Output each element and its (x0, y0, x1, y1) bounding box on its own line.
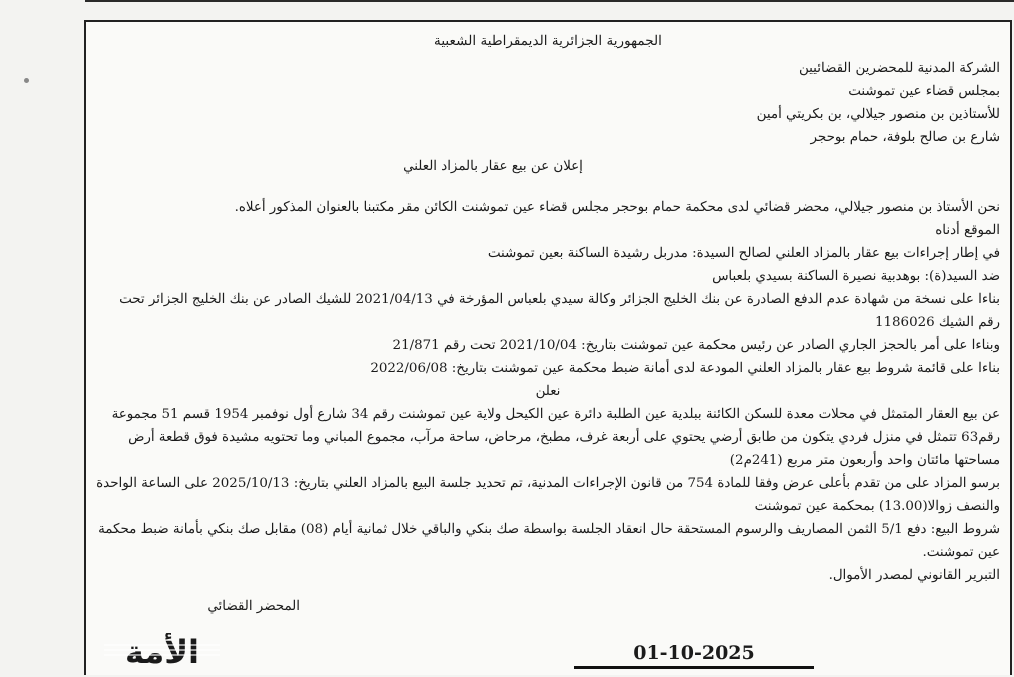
office-address: شارع بن صالح بلوفة، حمام بوحجر (810, 130, 1000, 145)
auction-details: برسو المزاد على من تقدم بأعلى عرض وفقا للمادة 754 من قانون الإجراءات المدنية، تم تحديد جلسة البيع بالمزاد العلني بتاريخ: 2025/10/13 على الساعة الواحدة والنصف زوالا(13.00) بمحكمة عين تموشنت (96, 476, 1000, 514)
against-line: ضد السيد(ة): بوهدبية نصيرة الساكنة بسيدي بلعباس (712, 269, 1000, 284)
top-rule (85, 0, 1014, 2)
signed-below: الموقع أدناه (935, 223, 1000, 238)
court-name: بمجلس قضاء عين تموشنت (848, 84, 1000, 99)
based-on-certificate: بناءا على نسخة من شهادة عدم الدفع الصادرة عن بنك الخليج الجزائر وكالة سيدي بلعباس المؤرخة في 2021/04/13 للشيك الصادر عن بنك الخليج الجزائر تحت رقم الشيك 1186026 (119, 292, 1000, 330)
bailiff-signature: المحضر القضائي (207, 599, 300, 614)
legal-notice-frame (84, 20, 1012, 675)
notice-footer (86, 629, 1010, 675)
based-on-order: وبناءا على أمر بالحجز الجاري الصادر عن رئيس محكمة عين تموشنت بتاريخ: 2021/10/04 تحت رقم 21/871 (392, 338, 1000, 353)
based-on-conditions: بناءا على قائمة شروط بيع عقار بالمزاد العلني المودعة لدى أمانة ضبط محكمة عين تموشنت بتاريخ: 2022/06/08 (370, 361, 1000, 376)
republic-header: الجمهورية الجزائرية الديمقراطية الشعبية (434, 33, 662, 49)
intro-paragraph: نحن الأستاذ بن منصور جيلالي، محضر قضائي لدى محكمة حمام بوحجر مجلس قضاء عين تموشنت الكائن مقر مكتبنا بالعنوان المذكور أعلاه. (234, 200, 1000, 215)
context-line: في إطار إجراءات بيع عقار بالمزاد العلني لصالح السيدة: مدربل رشيدة الساكنة بعين تموشنت (487, 246, 1000, 261)
company-name: الشركة المدنية للمحضرين القضائيين (798, 61, 1000, 76)
announcement-title: إعلان عن بيع عقار بالمزاد العلني (403, 159, 583, 174)
notice-content (96, 22, 1000, 675)
logo-lettering: الأمة (124, 633, 200, 669)
issuer-block (96, 57, 1000, 149)
bailiff-names: للأستاذين بن منصور جيلالي، بن بكريتي أمين (756, 107, 1000, 122)
announce-heading: نعلن (535, 384, 561, 399)
publication-date: 01-10-2025 (574, 642, 814, 669)
funds-justification: التبرير القانوني لمصدر الأموال. (828, 568, 1000, 583)
property-description: عن بيع العقار المتمثل في محلات معدة للسكن الكائنة ببلدية عين الطلبة دائرة عين الكيحل ولاية عين تموشنت رقم 34 شارع أول نوفمبر 1954 قسم 51 مجموعة رقم63 تتمثل في منزل فردي يتكون من طابق أرضي يحتوي على أربعة غرف، مطبخ، مرحاض، ساحة مرآب، مجموع المباني وما تحتويه مشيدة فوق قطعة أرض مساحتها مائتان واحد وأربعون متر مربع (241م2) (111, 407, 1000, 468)
margin-dot (24, 78, 29, 83)
newspaper-logo (102, 633, 222, 669)
sale-terms: شروط البيع: دفع 5/1 الثمن المصاريف والرسوم المستحقة حال انعقاد الجلسة بواسطة صك بنكي والباقي خلال ثمانية أيام (08) مقابل صك بنكي بأمانة ضبط محكمة عين تموشنت. (98, 522, 1000, 560)
